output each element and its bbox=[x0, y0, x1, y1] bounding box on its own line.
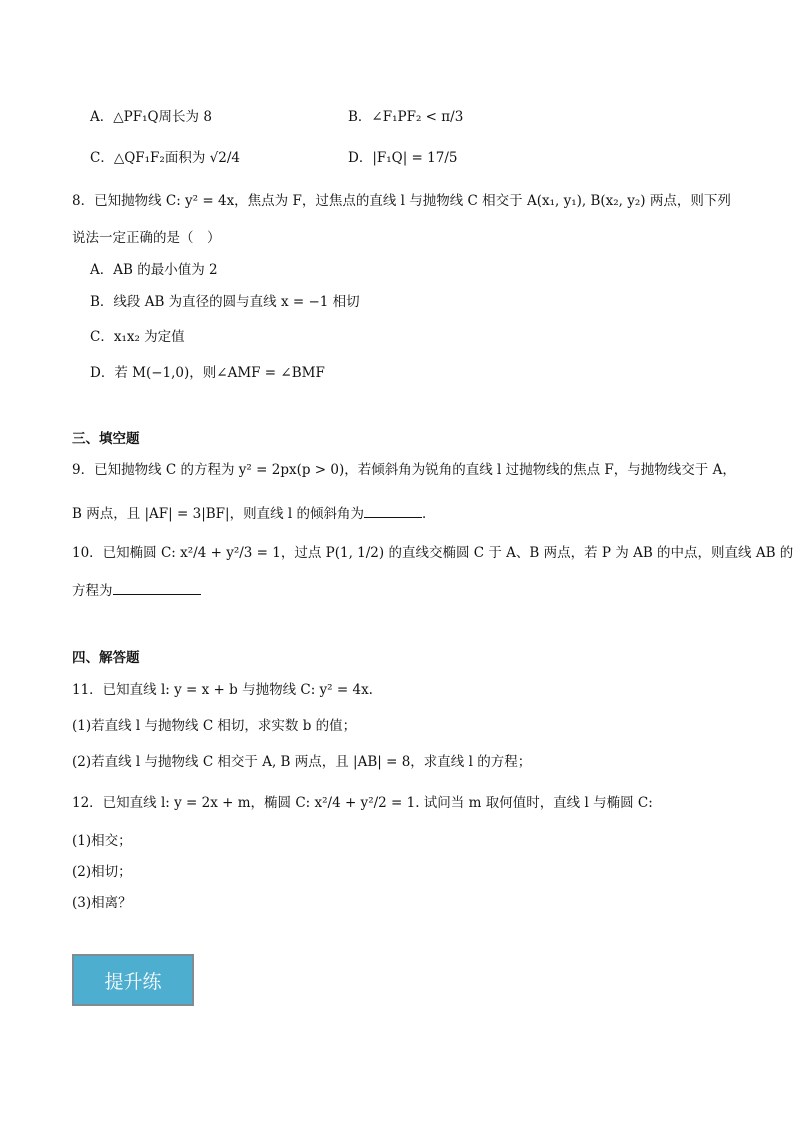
section-3-title: 三、填空题 bbox=[72, 431, 140, 447]
q11-stem: 11．已知直线 l: y = x + b 与抛物线 C: y² = 4x. bbox=[72, 682, 373, 698]
q9-line2-text: B 两点，且 |AF| = 3|BF|，则直线 l 的倾斜角为 bbox=[72, 506, 364, 522]
q12-part3: (3)相离？ bbox=[72, 895, 132, 911]
q12-part2: (2)相切； bbox=[72, 864, 132, 880]
section-4-title: 四、解答题 bbox=[72, 650, 140, 666]
q8-option-d: D．若 M(−1,0)，则∠AMF = ∠BMF bbox=[90, 365, 325, 381]
q12-part1: (1)相交； bbox=[72, 833, 132, 849]
q9-answer-blank bbox=[364, 503, 422, 518]
q10-line2 bbox=[72, 580, 201, 601]
q7-option-a: A．△PF₁Q周长为 8 bbox=[90, 109, 212, 125]
q7-option-c: C．△QF₁F₂面积为 √2/4 bbox=[90, 150, 240, 166]
section-button-label: 提升练 bbox=[104, 970, 162, 993]
q11-part2: (2)若直线 l 与抛物线 C 相交于 A, B 两点，且 |AB| = 8，求直线 l 的方程； bbox=[72, 754, 532, 770]
q10-line2-text: 方程为 bbox=[72, 583, 113, 599]
q8-option-c: C．x₁x₂ 为定值 bbox=[90, 329, 185, 345]
q11-part1: (1)若直线 l 与抛物线 C 相切，求实数 b 的值； bbox=[72, 718, 357, 734]
q8-stem-line2: 说法一定正确的是（ ） bbox=[72, 230, 221, 246]
q7-option-b: B．∠F₁PF₂ < π/3 bbox=[348, 109, 464, 125]
q9-line2: B 两点，且 |AF| = 3|BF|，则直线 l 的倾斜角为 ． bbox=[72, 503, 435, 524]
q8-option-a: A．AB 的最小值为 2 bbox=[90, 262, 218, 278]
q12-stem: 12．已知直线 l: y = 2x + m，椭圆 C: x²/4 + y²/2 = 1. 试问当 m 取何值时，直线 l 与椭圆 C: bbox=[72, 795, 653, 811]
q10-answer-blank bbox=[113, 580, 201, 595]
q9-line1: 9．已知抛物线 C 的方程为 y² = 2px(p > 0)，若倾斜角为锐角的直线 l 过抛物线的焦点 F，与抛物线交于 A， bbox=[72, 462, 736, 478]
q8-stem-line1: 8．已知抛物线 C: y² = 4x，焦点为 F，过焦点的直线 l 与抛物线 C 相交于 A(x₁, y₁), B(x₂, y₂) 两点，则下列 bbox=[72, 193, 731, 209]
q7-option-d: D．|F₁Q| = 17/5 bbox=[348, 150, 458, 166]
q10-line1: 10．已知椭圆 C: x²/4 + y²/3 = 1，过点 P(1, 1/2) 的直线交椭圆 C 于 A、B 两点，若 P 为 AB 的中点，则直线 AB 的 bbox=[72, 545, 794, 561]
section-button-tishenglian[interactable] bbox=[72, 954, 194, 1006]
q8-option-b: B．线段 AB 为直径的圆与直线 x = −1 相切 bbox=[90, 294, 360, 310]
